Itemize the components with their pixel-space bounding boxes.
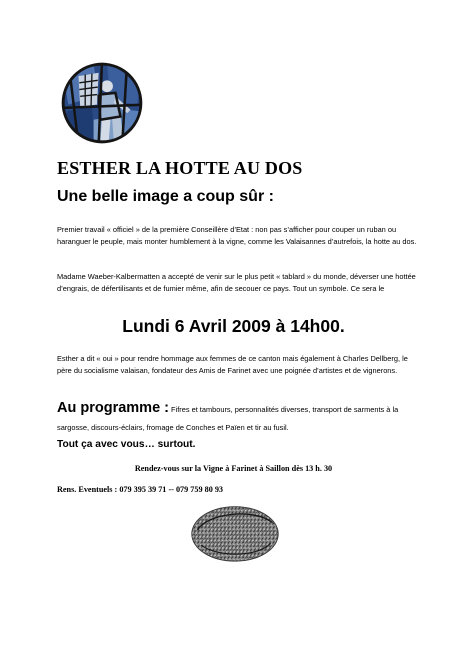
paragraph-intro: Premier travail « officiel » de la première Conseillère d’Etat : non pas s’afficher pour couper un ruban ou haranguer le peuple, mais monter humblement à la vigne, comme les Valaisannes d’autrefois, la hotte au dos.: [57, 225, 417, 247]
tagline: Tout ça avec vous… surtout.: [57, 439, 196, 450]
event-date: Lundi 6 Avril 2009 à 14h00.: [122, 316, 345, 336]
contact-line: Rens. Eventuels : 079 395 39 71 -- 079 759 80 93: [57, 485, 224, 494]
engraved-stone-icon: [188, 502, 282, 564]
program-heading: Au programme :: [57, 400, 169, 416]
program-text: Fifres et tambours, personnalités diverses, transport de sarments à la sargosse, discours-éclairs, fromage de Conches et Païen et tir au fusil.: [57, 405, 399, 432]
subtitle: Une belle image a coup sûr :: [57, 188, 274, 205]
paragraph-tribute: Esther a dit « oui » pour rendre hommage aux femmes de ce canton mais également à Charles Dellberg, le père du socialisme valaisan, fondateur des Amis de Farinet avec une poignée d’artistes et de vignerons.: [57, 354, 408, 376]
program-section: [57, 399, 427, 437]
stained-glass-hotte-icon: [60, 61, 144, 145]
rendezvous-line: Rendez-vous sur la Vigne à Farinet à Saillon dès 13 h. 30: [134, 464, 333, 473]
paragraph-details: Madame Waeber-Kalbermatten a accepté de venir sur le plus petit « tablard » du monde, déverser une hottée d’engrais, de défertilisants et de fumier même, afin de secouer ce pays. Tout un symbole. Ce sera le: [57, 272, 416, 294]
page-title: ESTHER LA HOTTE AU DOS: [57, 158, 303, 178]
